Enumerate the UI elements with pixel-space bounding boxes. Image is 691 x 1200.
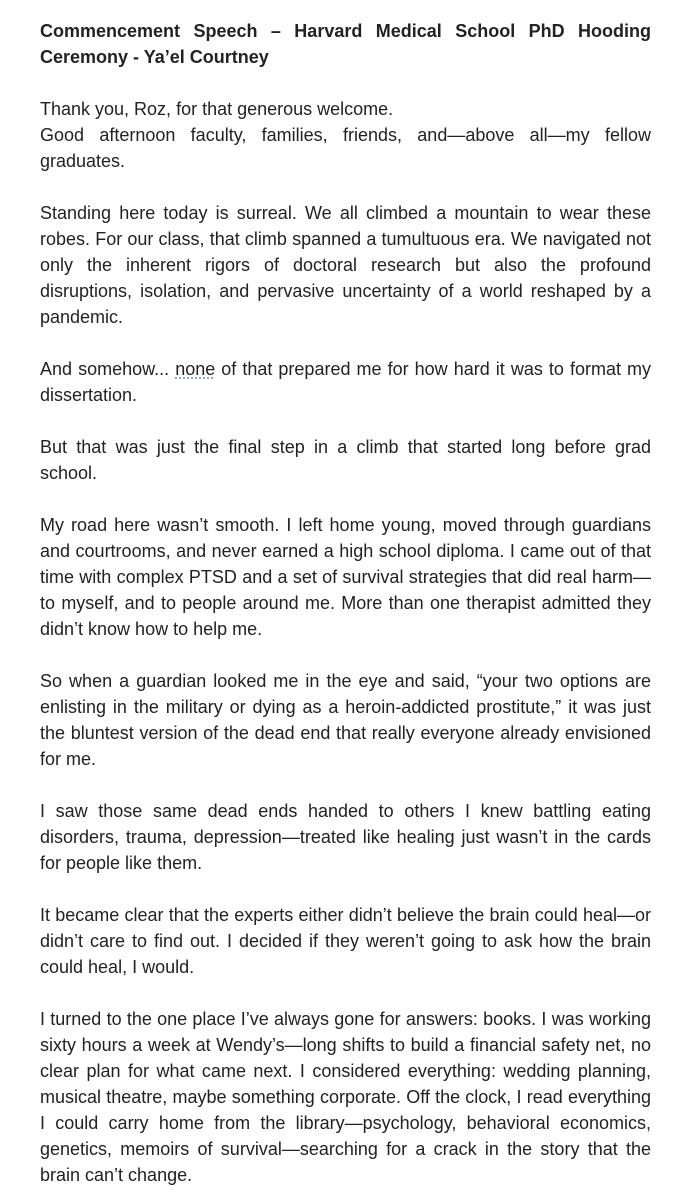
- paragraph-standing-here: Standing here today is surreal. We all climbed a mountain to wear these robes. For our class, that climb spanned a tumultuous era. We navigated not only the inherent rigors of doctoral research but also the profound disruptions, isolation, and pervasive uncertainty of a world reshaped by a pandemic.: [40, 203, 651, 327]
- paragraph-road: My road here wasn’t smooth. I left home young, moved through guardians and courtrooms, and never earned a high school diploma. I came out of that time with complex PTSD and a set of survival strategies that did real harm—to myself, and to people around me. More than one therapist admitted they didn’t know how to help me.: [40, 515, 651, 639]
- welcome-line-2: Good afternoon faculty, families, friends, and—above all—my fellow graduates.: [40, 125, 651, 171]
- document-title: Commencement Speech – Harvard Medical School PhD Hooding Ceremony - Ya’el Courtney: [40, 21, 651, 67]
- paragraph-dead-ends: I saw those same dead ends handed to others I knew battling eating disorders, trauma, depression—treated like healing just wasn’t in the cards for people like them.: [40, 801, 651, 873]
- paragraph-books: I turned to the one place I’ve always gone for answers: books. I was working sixty hours a week at Wendy’s—long shifts to build a financial safety net, no clear plan for what came next. I considered everything: wedding planning, musical theatre, maybe something corporate. Off the clock, I read everything I could carry home from the library—psychology, behavioral economics, genetics, memoirs of survival—searching for a crack in the story that the brain can’t change.: [40, 1009, 651, 1185]
- paragraph-guardian: So when a guardian looked me in the eye and said, “your two options are enlisting in the military or dying as a heroin-addicted prostitute,” it was just the bluntest version of the dead end that really everyone already envisioned for me.: [40, 671, 651, 769]
- paragraph-welcome: [40, 96, 651, 174]
- welcome-line-1: Thank you, Roz, for that generous welcome.: [40, 99, 394, 119]
- somehow-text-before: And somehow...: [40, 359, 176, 379]
- paragraph-final-step: But that was just the final step in a climb that started long before grad school.: [40, 437, 651, 483]
- spellcheck-underlined-word[interactable]: none: [175, 359, 216, 379]
- paragraph-experts: It became clear that the experts either didn’t believe the brain could heal—or didn’t care to find out. I decided if they weren’t going to ask how the brain could heal, I would.: [40, 905, 651, 977]
- paragraph-somehow: [40, 356, 651, 408]
- somehow-text-after: of that prepared me for how hard it was to format my dissertation.: [40, 359, 652, 405]
